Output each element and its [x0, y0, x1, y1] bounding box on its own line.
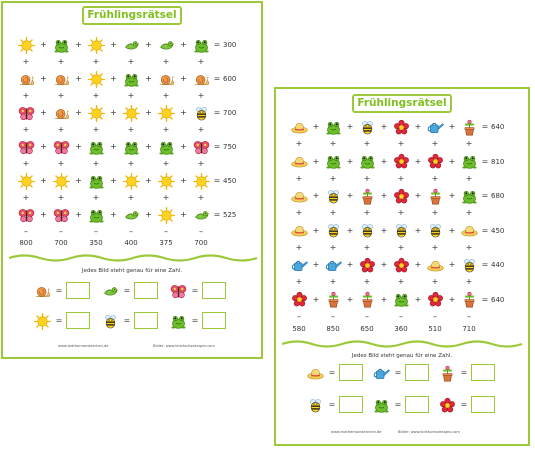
plus-sign: +	[465, 208, 473, 218]
plus-sign: +	[431, 277, 439, 287]
answer-box	[339, 396, 363, 413]
bird-icon	[157, 36, 175, 54]
plus-sign: +	[346, 225, 354, 235]
plus-sign: +	[22, 91, 30, 100]
plus-sign: +	[57, 125, 65, 134]
equals-sign: =	[394, 400, 402, 409]
plus-sign: +	[127, 125, 135, 134]
plus-sign: +	[312, 294, 320, 304]
row-result: 450	[223, 177, 237, 185]
plus-sign: +	[110, 210, 117, 219]
plus-sign: +	[75, 142, 82, 151]
butterfly-icon	[17, 104, 35, 122]
plus-sign: +	[346, 191, 354, 200]
sun-icon	[157, 172, 175, 190]
equals-sign: =	[481, 294, 489, 304]
plus-sign: +	[431, 139, 439, 149]
minus-sign: –	[59, 227, 63, 236]
frog-icon	[460, 187, 478, 205]
hat-icon	[460, 222, 478, 240]
plus-sign: +	[312, 156, 320, 166]
pot-plant-icon	[358, 187, 376, 205]
equals-sign: =	[213, 108, 221, 117]
plus-sign: +	[329, 242, 337, 252]
equals-sign: =	[213, 210, 221, 219]
plus-sign: +	[414, 191, 422, 200]
frog-icon	[122, 138, 140, 156]
flower-icon	[358, 256, 376, 274]
flower-icon	[392, 153, 410, 171]
footer-right: Bilder: www.kidsfuchsdesigns.com	[153, 344, 215, 348]
plus-sign: +	[295, 208, 303, 218]
frog-icon	[87, 138, 105, 156]
frog-icon	[324, 118, 342, 136]
pot-plant-icon	[358, 291, 376, 309]
plus-sign: +	[380, 122, 388, 131]
plus-sign: +	[197, 91, 205, 100]
snail-icon	[192, 70, 210, 88]
plus-sign: +	[92, 159, 100, 168]
plus-sign: +	[110, 176, 117, 185]
minus-sign: –	[24, 227, 28, 236]
plus-sign: +	[22, 57, 30, 66]
answer-box	[134, 282, 158, 299]
footer-left: www.mathemonsterchen.de	[331, 430, 382, 434]
plus-sign: +	[145, 74, 152, 83]
pot-plant-icon	[426, 187, 444, 205]
equals-sign: =	[55, 316, 63, 325]
plus-sign: +	[397, 277, 405, 287]
plus-sign: +	[92, 57, 100, 66]
row-result: 450	[491, 226, 505, 235]
minus-sign: –	[164, 227, 168, 236]
row-result: 525	[223, 211, 237, 219]
equals-sign: =	[481, 260, 489, 269]
equals-sign: =	[460, 400, 468, 409]
sun-icon	[122, 104, 140, 122]
answer-box	[134, 312, 158, 329]
sun-icon	[87, 70, 105, 88]
worksheet-right	[274, 87, 530, 446]
answer-box	[405, 364, 429, 381]
butterfly-icon	[52, 206, 70, 224]
plus-sign: +	[92, 193, 100, 202]
row-result: 440	[491, 261, 505, 269]
column-sum: 510	[428, 325, 442, 333]
plus-sign: +	[397, 242, 405, 252]
row-result: 700	[223, 109, 237, 117]
hat-icon	[426, 256, 444, 274]
plus-sign: +	[145, 142, 152, 151]
snail-icon	[52, 104, 70, 122]
bee-icon	[460, 256, 478, 274]
bird-icon	[122, 206, 140, 224]
flower-icon	[290, 291, 308, 309]
sun-icon	[157, 104, 175, 122]
bird-icon	[101, 282, 119, 300]
plus-sign: +	[329, 139, 337, 149]
equals-sign: =	[55, 286, 63, 295]
answer-box	[339, 364, 363, 381]
equals-sign: =	[481, 191, 489, 200]
answer-box	[471, 364, 495, 381]
answer-box	[202, 282, 226, 299]
plus-sign: +	[448, 122, 456, 131]
bee-icon	[101, 312, 119, 330]
bee-icon	[324, 187, 342, 205]
flower-icon	[392, 187, 410, 205]
plus-sign: +	[448, 156, 456, 166]
plus-sign: +	[57, 91, 65, 100]
column-sum: 360	[394, 325, 408, 333]
plus-sign: +	[329, 208, 337, 218]
plus-sign: +	[40, 108, 47, 117]
plus-sign: +	[431, 208, 439, 218]
plus-sign: +	[57, 57, 65, 66]
sun-icon	[192, 172, 210, 190]
answer-box	[405, 396, 429, 413]
plus-sign: +	[162, 193, 170, 202]
plus-sign: +	[145, 210, 152, 219]
sun-icon	[52, 172, 70, 190]
pot-plant-icon	[460, 291, 478, 309]
puzzle-grid	[3, 3, 261, 357]
snail-icon	[33, 282, 51, 300]
frog-icon	[122, 70, 140, 88]
plus-sign: +	[180, 40, 187, 49]
plus-sign: +	[346, 122, 354, 131]
plus-sign: +	[295, 139, 303, 149]
column-sum: 710	[462, 325, 476, 333]
plus-sign: +	[363, 242, 371, 252]
plus-sign: +	[312, 225, 320, 235]
bee-icon	[306, 396, 324, 414]
plus-sign: +	[414, 260, 422, 269]
bee-icon	[392, 222, 410, 240]
plus-sign: +	[162, 57, 170, 66]
plus-sign: +	[40, 74, 47, 83]
column-sum: 400	[124, 239, 138, 247]
frog-icon	[324, 153, 342, 171]
equals-sign: =	[213, 176, 221, 185]
row-result: 750	[223, 143, 237, 151]
row-result: 810	[491, 157, 505, 166]
sun-icon	[17, 36, 35, 54]
column-sum: 350	[89, 239, 103, 247]
snail-icon	[157, 70, 175, 88]
plus-sign: +	[312, 122, 320, 131]
plus-sign: +	[57, 193, 65, 202]
plus-sign: +	[197, 125, 205, 134]
flower-icon	[438, 396, 456, 414]
hat-icon	[306, 364, 324, 382]
plus-sign: +	[75, 40, 82, 49]
equals-sign: =	[191, 286, 199, 295]
plus-sign: +	[110, 40, 117, 49]
plus-sign: +	[127, 91, 135, 100]
pot-plant-icon	[438, 364, 456, 382]
minus-sign: –	[467, 311, 471, 321]
plus-sign: +	[145, 176, 152, 185]
plus-sign: +	[180, 74, 187, 83]
plus-sign: +	[197, 193, 205, 202]
plus-sign: +	[414, 156, 422, 166]
answer-box	[66, 282, 90, 299]
bee-icon	[358, 118, 376, 136]
plus-sign: +	[110, 108, 117, 117]
sun-icon	[33, 312, 51, 330]
frog-icon	[358, 153, 376, 171]
plus-sign: +	[465, 242, 473, 252]
sun-icon	[87, 104, 105, 122]
plus-sign: +	[414, 122, 422, 131]
flower-icon	[426, 153, 444, 171]
plus-sign: +	[329, 173, 337, 183]
plus-sign: +	[380, 156, 388, 166]
equals-sign: =	[481, 122, 489, 131]
plus-sign: +	[448, 225, 456, 235]
watering-can-icon	[372, 364, 390, 382]
pot-plant-icon	[460, 118, 478, 136]
plus-sign: +	[414, 294, 422, 304]
plus-sign: +	[75, 74, 82, 83]
minus-sign: –	[297, 311, 301, 321]
plus-sign: +	[295, 277, 303, 287]
plus-sign: +	[448, 294, 456, 304]
plus-sign: +	[346, 260, 354, 269]
plus-sign: +	[162, 125, 170, 134]
frog-icon	[192, 36, 210, 54]
plus-sign: +	[465, 277, 473, 287]
minus-sign: –	[94, 227, 98, 236]
plus-sign: +	[312, 191, 320, 200]
plus-sign: +	[346, 156, 354, 166]
minus-sign: –	[199, 227, 203, 236]
row-result: 600	[223, 75, 237, 83]
plus-sign: +	[40, 210, 47, 219]
plus-sign: +	[397, 139, 405, 149]
column-sum: 650	[360, 325, 374, 333]
butterfly-icon	[17, 206, 35, 224]
plus-sign: +	[180, 142, 187, 151]
frog-icon	[169, 312, 187, 330]
bee-icon	[426, 222, 444, 240]
equals-sign: =	[191, 316, 199, 325]
equals-sign: =	[328, 368, 336, 377]
snail-icon	[52, 70, 70, 88]
plus-sign: +	[57, 159, 65, 168]
frog-icon	[460, 153, 478, 171]
column-sum: 580	[292, 325, 306, 333]
plus-sign: +	[295, 173, 303, 183]
frog-icon	[87, 206, 105, 224]
plus-sign: +	[92, 91, 100, 100]
plus-sign: +	[127, 159, 135, 168]
frog-icon	[372, 396, 390, 414]
plus-sign: +	[329, 277, 337, 287]
bird-icon	[122, 36, 140, 54]
hat-icon	[290, 187, 308, 205]
sun-icon	[122, 172, 140, 190]
column-sum: 375	[159, 239, 173, 247]
plus-sign: +	[346, 294, 354, 304]
row-result: 680	[491, 192, 505, 200]
plus-sign: +	[40, 142, 47, 151]
column-sum: 850	[326, 325, 340, 333]
flower-icon	[392, 118, 410, 136]
sun-icon	[157, 206, 175, 224]
plus-sign: +	[380, 260, 388, 269]
pot-plant-icon	[324, 291, 342, 309]
column-sum: 700	[194, 239, 208, 247]
butterfly-icon	[192, 138, 210, 156]
plus-sign: +	[397, 173, 405, 183]
plus-sign: +	[127, 193, 135, 202]
bird-icon	[192, 206, 210, 224]
watering-can-icon	[324, 256, 342, 274]
snail-icon	[17, 70, 35, 88]
equals-sign: =	[123, 286, 131, 295]
plus-sign: +	[145, 40, 152, 49]
watering-can-icon	[290, 256, 308, 274]
plus-sign: +	[465, 139, 473, 149]
frog-icon	[157, 138, 175, 156]
row-result: 640	[491, 123, 505, 131]
minus-sign: –	[365, 311, 369, 321]
answer-box	[202, 312, 226, 329]
plus-sign: +	[197, 159, 205, 168]
plus-sign: +	[312, 260, 320, 269]
hat-icon	[290, 118, 308, 136]
plus-sign: +	[431, 173, 439, 183]
plus-sign: +	[22, 193, 30, 202]
plus-sign: +	[448, 191, 456, 200]
row-result: 300	[223, 41, 237, 49]
equals-sign: =	[460, 368, 468, 377]
hint-text: Jedes Bild steht genau für eine Zahl.	[81, 268, 183, 274]
hat-icon	[290, 153, 308, 171]
equals-sign: =	[123, 316, 131, 325]
equals-sign: =	[213, 40, 221, 49]
bee-icon	[358, 222, 376, 240]
flower-icon	[392, 256, 410, 274]
plus-sign: +	[380, 191, 388, 200]
watering-can-icon	[426, 118, 444, 136]
plus-sign: +	[380, 294, 388, 304]
frog-icon	[392, 291, 410, 309]
footer-left: www.mathemonsterchen.de	[58, 344, 109, 348]
plus-sign: +	[92, 125, 100, 134]
footer-right: Bilder: www.kidsfuchsdesigns.com	[398, 430, 460, 434]
worksheet-left	[1, 1, 263, 359]
plus-sign: +	[397, 208, 405, 218]
answer-box	[66, 312, 90, 329]
bee-icon	[192, 104, 210, 122]
frog-icon	[52, 36, 70, 54]
hint-text: Jedes Bild steht genau für eine Zahl.	[351, 353, 453, 359]
plus-sign: +	[75, 210, 82, 219]
equals-sign: =	[394, 368, 402, 377]
equals-sign: =	[481, 225, 489, 235]
worksheet-title: Frühlingsrätsel	[352, 94, 452, 113]
plus-sign: +	[180, 210, 187, 219]
plus-sign: +	[127, 57, 135, 66]
plus-sign: +	[22, 159, 30, 168]
plus-sign: +	[414, 225, 422, 235]
plus-sign: +	[180, 176, 187, 185]
wave-divider	[282, 339, 524, 349]
sun-icon	[17, 172, 35, 190]
plus-sign: +	[40, 40, 47, 49]
plus-sign: +	[363, 277, 371, 287]
plus-sign: +	[145, 108, 152, 117]
equals-sign: =	[213, 142, 221, 151]
puzzle-grid	[276, 89, 528, 444]
column-sum: 700	[54, 239, 68, 247]
plus-sign: +	[75, 176, 82, 185]
plus-sign: +	[197, 57, 205, 66]
answer-box	[471, 396, 495, 413]
wave-divider	[9, 253, 257, 263]
plus-sign: +	[363, 208, 371, 218]
bee-icon	[324, 222, 342, 240]
equals-sign: =	[328, 400, 336, 409]
plus-sign: +	[40, 176, 47, 185]
plus-sign: +	[75, 108, 82, 117]
hat-icon	[290, 222, 308, 240]
minus-sign: –	[129, 227, 133, 236]
plus-sign: +	[162, 91, 170, 100]
minus-sign: –	[331, 311, 335, 321]
equals-sign: =	[481, 156, 489, 166]
plus-sign: +	[295, 242, 303, 252]
plus-sign: +	[431, 242, 439, 252]
plus-sign: +	[363, 173, 371, 183]
row-result: 640	[491, 295, 505, 304]
frog-icon	[87, 172, 105, 190]
butterfly-icon	[52, 138, 70, 156]
plus-sign: +	[110, 142, 117, 151]
plus-sign: +	[380, 225, 388, 235]
butterfly-icon	[169, 282, 187, 300]
plus-sign: +	[448, 260, 456, 269]
minus-sign: –	[399, 311, 403, 321]
plus-sign: +	[465, 173, 473, 183]
flower-icon	[426, 291, 444, 309]
worksheet-title: Frühlingsrätsel	[82, 6, 182, 25]
minus-sign: –	[433, 311, 437, 321]
butterfly-icon	[17, 138, 35, 156]
equals-sign: =	[213, 74, 221, 83]
plus-sign: +	[180, 108, 187, 117]
plus-sign: +	[363, 139, 371, 149]
column-sum: 800	[19, 239, 33, 247]
plus-sign: +	[162, 159, 170, 168]
sun-icon	[87, 36, 105, 54]
plus-sign: +	[22, 125, 30, 134]
plus-sign: +	[110, 74, 117, 83]
